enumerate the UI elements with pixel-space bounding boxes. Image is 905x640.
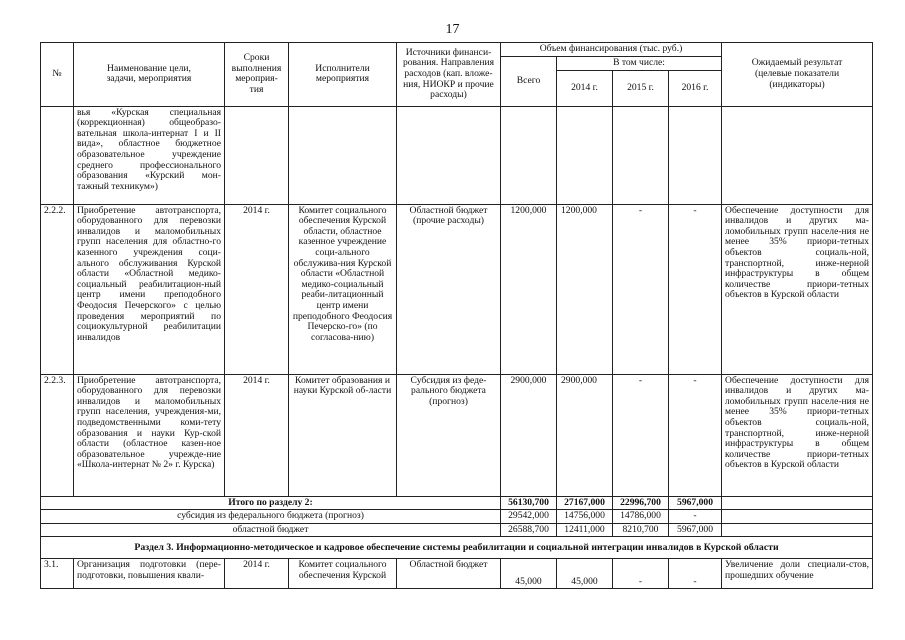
row-result	[722, 106, 873, 204]
col-2014-header: 2014 г.	[557, 70, 613, 106]
row-2015: -	[613, 559, 669, 589]
row-2014: 2900,000	[557, 374, 613, 496]
row-no: 2.2.2.	[41, 204, 74, 374]
row-executors	[289, 106, 397, 204]
col-volume-header: Объем финансирования (тыс. руб.)	[501, 43, 722, 57]
section-title: Раздел 3. Информационно-методическое и кадровое обеспечение системы реабилитации и социальной интеграции инвалидов в Курской области	[41, 537, 873, 559]
row-sources: Субсидия из феде-рального бюджета (прогноз)	[397, 374, 501, 496]
col-including-header: В том числе:	[557, 57, 722, 71]
table-row	[41, 106, 873, 204]
row-total: 1200,000	[501, 204, 557, 374]
total-label: Итого по разделу 2:	[41, 496, 501, 510]
page-number: 17	[445, 22, 460, 37]
table-row	[41, 559, 873, 589]
row-terms: 2014 г.	[225, 374, 289, 496]
total-2015: 8210,700	[613, 523, 669, 537]
row-2014	[557, 106, 613, 204]
row-sources: Областной бюджет	[397, 559, 501, 589]
row-2016: -	[669, 374, 722, 496]
row-2014: 45,000	[557, 559, 613, 589]
col-total-header: Всего	[501, 57, 557, 107]
total-label: областной бюджет	[41, 523, 501, 537]
row-name: Приобретение автотранспорта, оборудованного для перевозки инвалидов и маломобильных групп населения, учреждения-ми, подведомственными коми-тету образования и науки Кур-ской области (областное казен-ное образовательное учрежде-ние «Школа-интернат № 2» г. Курска)	[74, 374, 225, 496]
col-2016-header: 2016 г.	[669, 70, 722, 106]
total-2015: 14786,000	[613, 510, 669, 524]
row-name: вья «Курская специальная (коррекционная) общеобразо-вательная школа-интернат I и II вида», областное бюджетное образовательное учреждение среднего профессионального образования «Курский мон-тажный техникум»)	[74, 106, 225, 204]
row-terms: 2014 г.	[225, 204, 289, 374]
table-row	[41, 204, 873, 374]
program-table	[40, 42, 873, 589]
row-sources	[397, 106, 501, 204]
row-2015: -	[613, 204, 669, 374]
col-executors-header: Исполнители мероприятия	[289, 43, 397, 107]
row-name: Организация подготовки (пере-подготовки, повышения квали-	[74, 559, 225, 589]
row-total: 2900,000	[501, 374, 557, 496]
total-row	[41, 510, 873, 524]
row-no	[41, 106, 74, 204]
row-terms	[225, 106, 289, 204]
total-label: субсидия из федерального бюджета (прогноз)	[41, 510, 501, 524]
row-terms: 2014 г.	[225, 559, 289, 589]
row-result: Обеспечение доступности для инвалидов и других ма-ломобильных групп населе-ния не менее 35% приори-тетных объектов социаль-ной, транспортной, инже-нерной инфраструктуры в общем количестве приори-тетных объектов в Курской области	[722, 374, 873, 496]
row-no: 2.2.3.	[41, 374, 74, 496]
total-2014: 14756,000	[557, 510, 613, 524]
row-sources: Областной бюджет (прочие расходы)	[397, 204, 501, 374]
row-2016	[669, 106, 722, 204]
total-row	[41, 496, 873, 510]
row-2015	[613, 106, 669, 204]
col-sources-header: Источники финанси- рования. Направления расходов (кап. вложе- ния, НИОКР и прочие расходы)	[397, 43, 501, 107]
col-terms-header: Сроки выполнения мероприя- тия	[225, 43, 289, 107]
col-result-header: Ожидаемый результат (целевые показатели (индикаторы)	[722, 43, 873, 107]
row-name: Приобретение автотранспорта, оборудованного для перевозки инвалидов и маломобильных групп населения для областно-го казенного учреждения соци-ального обслуживания Курской области «Областной медико-социальный реабилитацион-ный центр имени преподобного Феодосия Печерского» с целью проведения мероприятий по социокультурной реабилитации инвалидов	[74, 204, 225, 374]
total-2014: 12411,000	[557, 523, 613, 537]
total-sum: 56130,700	[501, 496, 557, 510]
row-no: 3.1.	[41, 559, 74, 589]
row-2016: -	[669, 204, 722, 374]
row-total: 45,000	[501, 559, 557, 589]
total-2015: 22996,700	[613, 496, 669, 510]
section-row	[41, 537, 873, 559]
total-2016: 5967,000	[669, 496, 722, 510]
row-result: Увеличение доли специали-стов, прошедших обучение	[722, 559, 873, 589]
table-row	[41, 374, 873, 496]
col-name-header: Наименование цели, задачи, мероприятия	[74, 43, 225, 107]
total-sum: 26588,700	[501, 523, 557, 537]
total-2016: 5967,000	[669, 523, 722, 537]
col-no-header: №	[41, 43, 74, 107]
total-row	[41, 523, 873, 537]
row-2014: 1200,000	[557, 204, 613, 374]
col-2015-header: 2015 г.	[613, 70, 669, 106]
row-total	[501, 106, 557, 204]
total-2014: 27167,000	[557, 496, 613, 510]
total-2016: -	[669, 510, 722, 524]
row-executors: Комитет образования и науки Курской об-ласти	[289, 374, 397, 496]
row-2016: -	[669, 559, 722, 589]
row-result: Обеспечение доступности для инвалидов и других ма-ломобильных групп населе-ния не менее 35% приори-тетных объектов социаль-ной, транспортной, инже-нерной инфраструктуры в общем количестве приори-тетных объектов в Курской области	[722, 204, 873, 374]
total-sum: 29542,000	[501, 510, 557, 524]
row-executors: Комитет социального обеспечения Курской области, областное казенное учреждение соци-ального обслужива-ния Курской области «Областной медико-социальный реаби-литационный центр имени преподобного Феодосия Печерско-го» (по согласова-нию)	[289, 204, 397, 374]
row-executors: Комитет социального обеспечения Курской	[289, 559, 397, 589]
row-2015: -	[613, 374, 669, 496]
